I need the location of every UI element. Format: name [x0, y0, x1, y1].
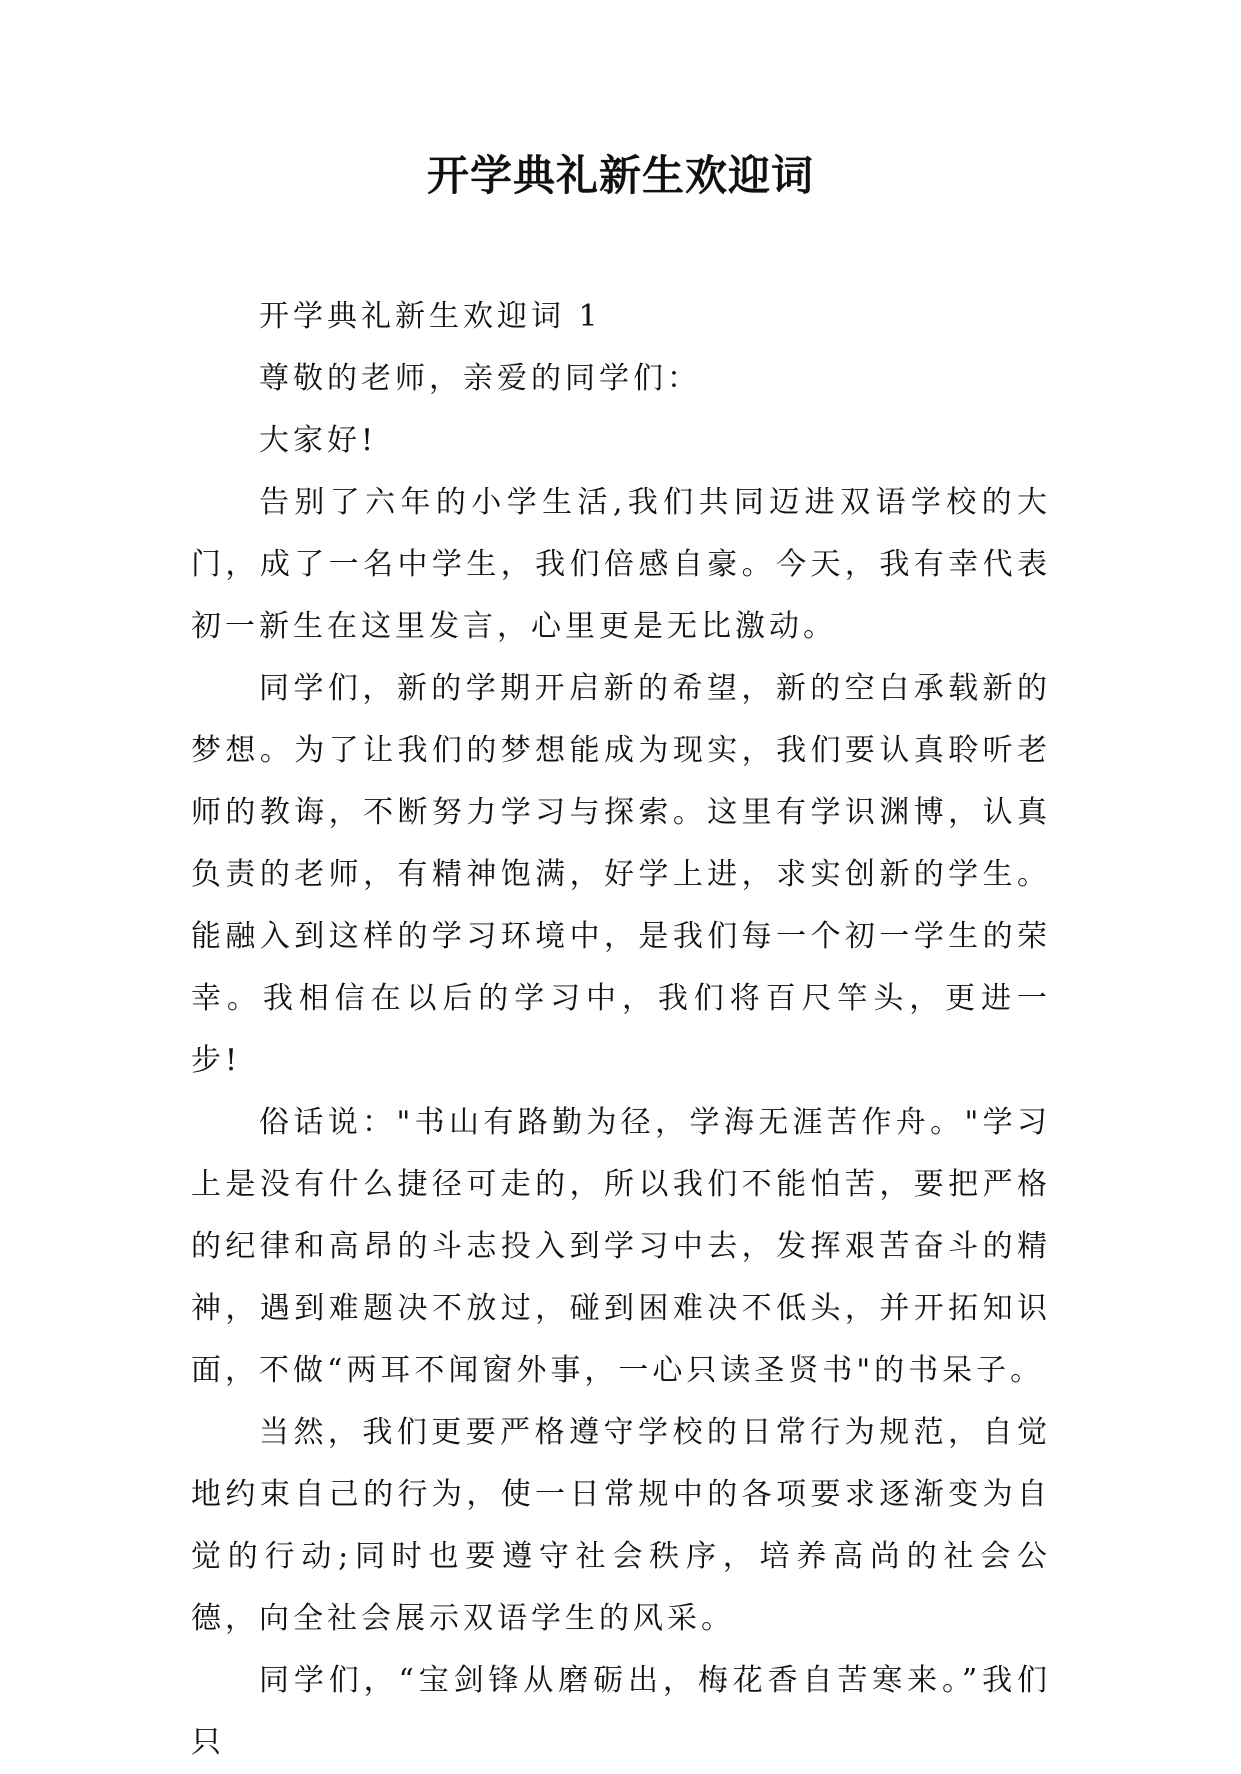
subtitle-paragraph: 开学典礼新生欢迎词 1: [259, 299, 602, 334]
body-paragraph: 同学们，“宝剑锋从磨砺出，梅花香自苦寒来。”我们只: [191, 1663, 1051, 1760]
body-paragraph: 当然，我们更要严格遵守学校的日常行为规范，自觉地约束自己的行为，使一日常规中的各项要求逐渐变为自觉的行动;同时也要遵守社会秩序，培养高尚的社会公德，向全社会展示双语学生的风采。: [191, 1415, 1051, 1636]
document-title: 开学典礼新生欢迎词: [426, 151, 814, 200]
salutation-paragraph: 尊敬的老师，亲爱的同学们：: [259, 361, 701, 396]
document-body: [191, 286, 1051, 1774]
body-paragraph: 告别了六年的小学生活,我们共同迈进双语学校的大门，成了一名中学生，我们倍感自豪。今天，我有幸代表初一新生在这里发言，心里更是无比激动。: [191, 485, 1051, 644]
body-paragraph: 同学们，新的学期开启新的希望，新的空白承载新的梦想。为了让我们的梦想能成为现实，我们要认真聆听老师的教诲，不断努力学习与探索。这里有学识渊博，认真负责的老师，有精神饱满，好学上进，求实创新的学生。能融入到这样的学习环境中，是我们每一个初一学生的荣幸。我相信在以后的学习中，我们将百尺竿头，更进一步!: [191, 671, 1051, 1078]
body-paragraph: 俗话说："书山有路勤为径，学海无涯苦作舟。"学习上是没有什么捷径可走的，所以我们不能怕苦，要把严格的纪律和高昂的斗志投入到学习中去，发挥艰苦奋斗的精神，遇到难题决不放过，碰到困难决不低头，并开拓知识面，不做“两耳不闻窗外事，一心只读圣贤书"的书呆子。: [191, 1105, 1051, 1388]
greeting-paragraph: 大家好!: [259, 423, 378, 458]
